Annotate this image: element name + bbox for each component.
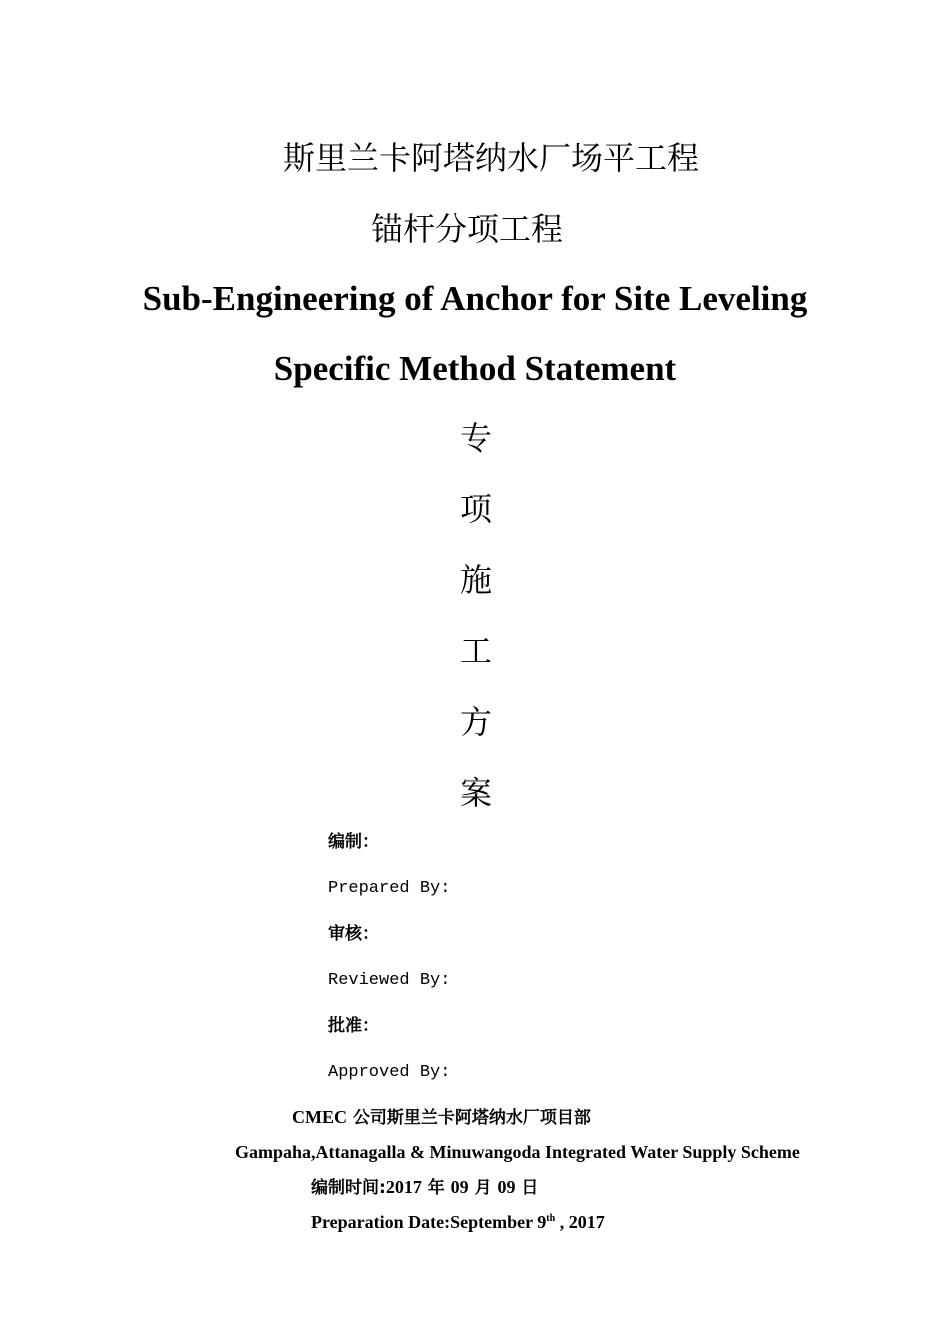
date-year: 2017	[385, 1177, 422, 1197]
vertical-title-char: 施	[459, 561, 492, 599]
date-month-unit: 月	[468, 1178, 498, 1198]
prepared-by-label-cn: 编制：	[328, 832, 379, 852]
prepared-by-label-en: Prepared By:	[328, 879, 451, 898]
company-name	[292, 1108, 591, 1127]
date-day: 09	[497, 1177, 516, 1197]
vertical-title-char: 项	[459, 490, 492, 528]
reviewed-by-label-en: Reviewed By:	[328, 971, 451, 990]
preparation-date-en	[311, 1213, 605, 1231]
date-year-en: , 2017	[555, 1212, 605, 1232]
date-label-en: Preparation Date:September 9	[311, 1212, 547, 1232]
vertical-title-char: 方	[459, 703, 492, 741]
date-month: 09	[450, 1177, 469, 1197]
reviewed-by-label-cn: 审核：	[328, 924, 379, 944]
company-prefix: CMEC	[292, 1107, 347, 1127]
approved-by-label-cn: 批准：	[328, 1016, 379, 1036]
preparation-date-cn	[311, 1178, 538, 1197]
project-name-en: Gampaha,Attanagalla & Minuwangoda Integrated Water Supply Scheme	[235, 1142, 800, 1162]
date-ordinal-suffix: th	[546, 1213, 556, 1224]
title-en-statement: Specific Method Statement	[273, 349, 677, 388]
title-en-subproject: Sub-Engineering of Anchor for Site Leveling	[142, 279, 808, 318]
title-cn-subproject: 锚杆分项工程	[371, 210, 564, 248]
title-cn-project: 斯里兰卡阿塔纳水厂场平工程	[283, 139, 700, 177]
date-year-unit: 年	[421, 1178, 451, 1198]
vertical-title-char: 案	[459, 774, 492, 812]
vertical-title-char: 工	[459, 632, 492, 670]
date-day-unit: 日	[515, 1178, 539, 1198]
vertical-title-char: 专	[459, 419, 492, 457]
company-name-cn: 公司斯里兰卡阿塔纳水厂项目部	[347, 1108, 591, 1128]
date-label-cn: 编制时间:	[311, 1178, 386, 1198]
approved-by-label-en: Approved By:	[328, 1063, 451, 1082]
